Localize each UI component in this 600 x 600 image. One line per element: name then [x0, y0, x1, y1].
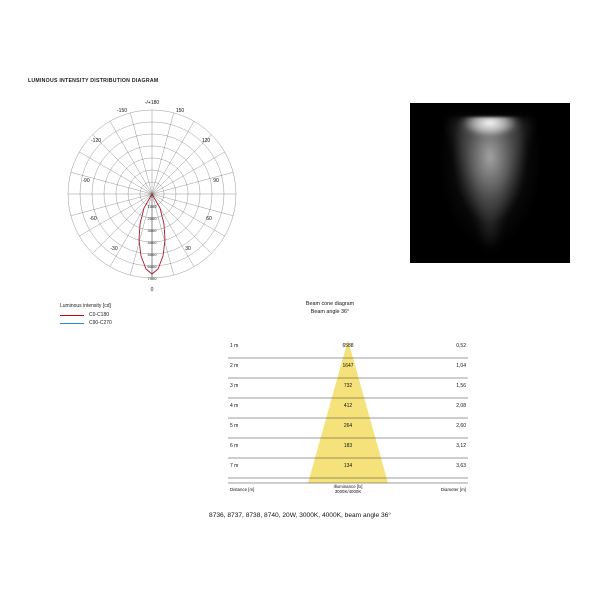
table-row: [228, 398, 468, 418]
row-distance: 2 m: [230, 363, 239, 369]
radial-label-6000: 6000: [147, 264, 157, 269]
angle-label-minus30: -30: [110, 246, 118, 252]
row-diameter: 2,08: [456, 403, 466, 409]
radial-label-7000: 7000: [147, 276, 157, 281]
row-diameter: 1,56: [456, 383, 466, 389]
legend-swatch-c90-c270: [60, 323, 84, 324]
row-diameter: 3,63: [456, 463, 466, 469]
table-row: [228, 418, 468, 438]
row-illuminance: 264: [343, 423, 353, 429]
footer-illuminance-line2: 3000K/4000K: [334, 489, 362, 495]
legend-item-c90-c270: [60, 319, 112, 327]
radial-label-4000: 4000: [147, 240, 157, 245]
row-distance: 7 m: [230, 463, 239, 469]
angle-label-minus90: -90: [82, 178, 90, 184]
legend-swatch-c0-c180: [60, 315, 84, 316]
radial-label-5000: 5000: [147, 252, 157, 257]
row-distance: 1 m: [230, 343, 239, 349]
row-distance: 3 m: [230, 383, 239, 389]
beam-cone-subtitle-text: Beam angle 36°: [310, 309, 350, 315]
row-illuminance: 412: [343, 403, 353, 409]
table-row: [228, 378, 468, 398]
polar-diagram-svg: [22, 96, 272, 306]
row-illuminance: 732: [343, 383, 353, 389]
footer-distance-label: Distance [m]: [230, 487, 255, 492]
angle-label-minus150: -150: [116, 108, 128, 114]
angle-label-0: 0: [150, 287, 154, 293]
radial-label-3000: 3000: [147, 228, 157, 233]
legend-label-c0-c180: C0-C180: [89, 312, 110, 318]
legend-item-c0-c180: [60, 311, 112, 319]
row-distance: 4 m: [230, 403, 239, 409]
beam-photo-glow: [436, 117, 544, 263]
page-title: LUMINOUS INTENSITY DISTRIBUTION DIAGRAM: [28, 78, 159, 84]
angle-label-minus60: -60: [89, 216, 97, 222]
angle-label-60: 60: [206, 216, 212, 222]
legend: [60, 303, 112, 327]
row-distance: 6 m: [230, 443, 239, 449]
footer-illuminance-line1: Illuminance [lx]: [333, 484, 363, 489]
row-illuminance: 1647: [342, 363, 354, 369]
beam-cone-diagram: [228, 338, 468, 498]
angle-label-180: -/+180: [144, 100, 160, 106]
angle-label-120: 120: [201, 138, 211, 144]
radial-label-2000: 2000: [147, 216, 157, 221]
row-illuminance: 183: [343, 443, 353, 449]
footer-illuminance-label: [288, 484, 408, 495]
angle-label-150: 150: [175, 108, 185, 114]
legend-title: Luminous intensity [cd]: [60, 303, 111, 309]
row-diameter: 0,52: [456, 343, 466, 349]
angle-label-minus120: -120: [90, 138, 102, 144]
angle-label-90: 90: [213, 178, 219, 184]
row-distance: 5 m: [230, 423, 239, 429]
legend-label-c90-c270: C90-C270: [89, 320, 112, 326]
table-row: [228, 438, 468, 458]
table-row: [228, 358, 468, 378]
beam-cone-title: [180, 300, 480, 316]
beam-cone-footer: [228, 484, 468, 496]
radial-label-1000: 1000: [147, 204, 157, 209]
polar-diagram: [22, 96, 272, 306]
beam-cone-rows: [228, 338, 468, 498]
row-diameter: 3,12: [456, 443, 466, 449]
beam-cone-title-text: Beam cone diagram: [305, 301, 355, 307]
beam-photo: [410, 103, 570, 263]
table-row: [228, 458, 468, 478]
angle-label-30: 30: [185, 246, 191, 252]
row-illuminance: 134: [343, 463, 353, 469]
row-illuminance: 6588: [342, 343, 354, 349]
footer-diameter-label: Diameter [m]: [440, 487, 466, 492]
figure-caption: 8736, 8737, 8738, 8740, 20W, 3000K, 4000K, beam angle 36°: [209, 512, 391, 519]
row-diameter: 1,04: [456, 363, 466, 369]
table-row: [228, 338, 468, 358]
row-diameter: 2,60: [456, 423, 466, 429]
